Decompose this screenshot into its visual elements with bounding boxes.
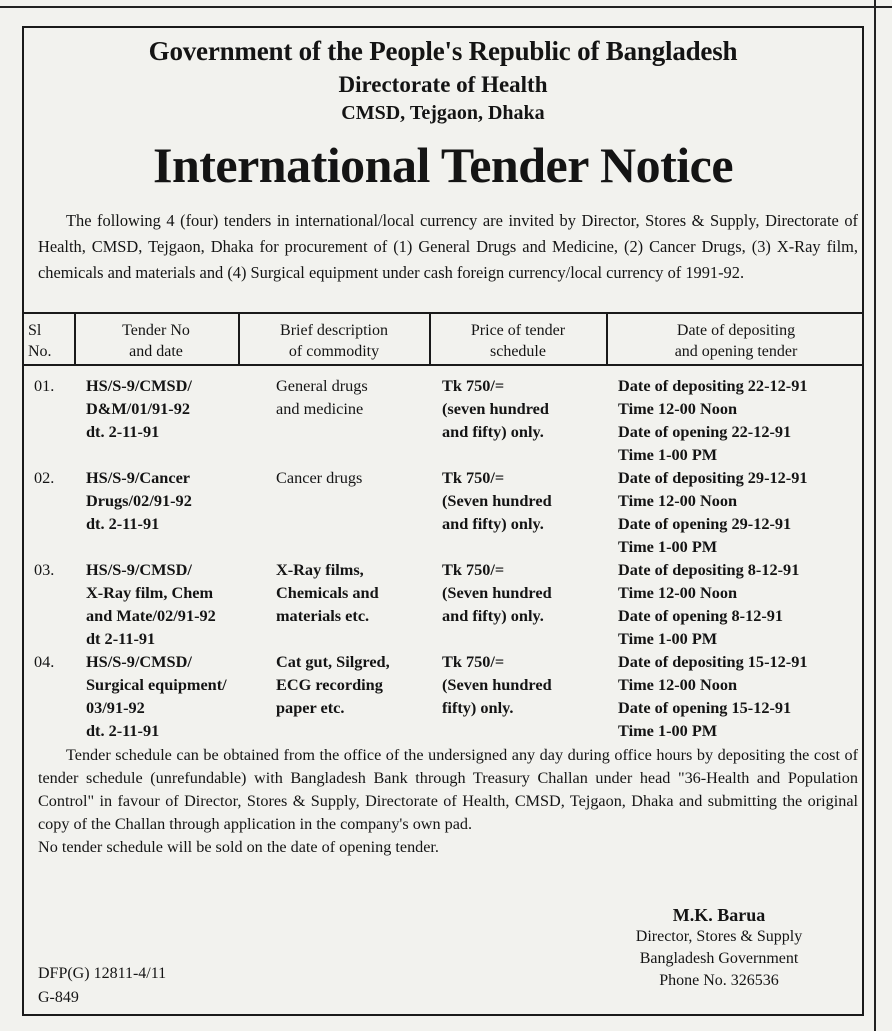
row-description <box>276 374 368 420</box>
tender-line: HS/S-9/Cancer <box>86 468 191 487</box>
date-line: Date of opening 22-12-91 <box>618 422 792 441</box>
description-line: materials etc. <box>276 606 370 625</box>
price-line: (seven hundred <box>442 399 549 418</box>
date-line: Time 12-00 Noon <box>618 491 738 510</box>
description-line: Cancer drugs <box>276 468 363 487</box>
date-line: Date of depositing 22-12-91 <box>618 376 808 395</box>
tender-line: X-Ray film, Chem <box>86 583 214 602</box>
tender-line: D&M/01/91-92 <box>86 399 190 418</box>
date-line: Date of depositing 15-12-91 <box>618 652 808 671</box>
tender-line: HS/S-9/CMSD/ <box>86 376 192 395</box>
signatory-organization: Bangladesh Government <box>639 950 799 967</box>
row-price <box>442 466 552 535</box>
row-sl-text: 03. <box>34 560 55 579</box>
intro-paragraph <box>38 208 858 286</box>
header-price-line: Price of tender <box>470 322 566 339</box>
price-line: (Seven hundred <box>442 491 552 510</box>
dfp-reference: DFP(G) 12811-4/11 <box>38 965 167 982</box>
signatory-designation: Director, Stores & Supply <box>635 928 803 945</box>
date-line: Time 12-00 Noon <box>618 583 738 602</box>
intro-text: The following 4 (four) tenders in international/local currency are invited by Director, Stores & Supply, Directorate of Health, CMSD, Tejgaon, Dhaka for procurement of (1) General Drugs and Medicine, (2) Cancer Drugs, (3) X-Ray film, chemicals and materials and (4) Surgical equipment under cash foreign currency/local currency of 1991-92. <box>38 211 858 282</box>
row-price <box>442 374 549 443</box>
header-tender <box>76 320 236 362</box>
price-line: Tk 750/= <box>442 652 505 671</box>
table-top-rule <box>24 312 862 314</box>
description-line: paper etc. <box>276 698 345 717</box>
description-line: and medicine <box>276 399 364 418</box>
row-price <box>442 650 552 719</box>
row-sl <box>34 466 54 489</box>
date-line: Date of opening 8-12-91 <box>618 606 784 625</box>
tender-line: dt. 2-11-91 <box>86 514 160 533</box>
government-heading: Government of the People's Republic of Bangladesh <box>148 36 738 66</box>
code-reference: G-849 <box>38 989 79 1006</box>
date-line: Time 1-00 PM <box>618 445 718 464</box>
header-dates <box>608 320 864 362</box>
row-sl <box>34 374 54 397</box>
tender-line: HS/S-9/CMSD/ <box>86 652 192 671</box>
header-dates-line: and opening tender <box>674 343 798 360</box>
price-line: Tk 750/= <box>442 468 505 487</box>
tender-line: dt. 2-11-91 <box>86 721 160 740</box>
date-line: Time 1-00 PM <box>618 721 718 740</box>
row-sl-text: 01. <box>34 376 55 395</box>
page-top-edge <box>0 6 892 8</box>
date-line: Time 1-00 PM <box>618 629 718 648</box>
row-tender <box>86 650 227 742</box>
row-dates <box>618 650 807 742</box>
tender-line: dt 2-11-91 <box>86 629 156 648</box>
header-sl-line: No. <box>28 343 52 360</box>
date-line: Time 12-00 Noon <box>618 399 738 418</box>
tender-line: Drugs/02/91-92 <box>86 491 192 510</box>
header-tender-line: Tender No <box>122 322 190 339</box>
price-line: (Seven hundred <box>442 583 552 602</box>
row-sl-text: 02. <box>34 468 55 487</box>
row-description <box>276 466 362 489</box>
tender-line: HS/S-9/CMSD/ <box>86 560 192 579</box>
signatory-name: M.K. Barua <box>672 905 766 925</box>
header-description-line: Brief description <box>280 322 388 339</box>
row-sl-text: 04. <box>34 652 55 671</box>
signature-block <box>594 904 844 992</box>
price-line: (Seven hundred <box>442 675 552 694</box>
date-line: Date of depositing 29-12-91 <box>618 468 808 487</box>
header-sl <box>28 320 72 362</box>
tender-notice <box>22 26 864 1016</box>
footer-note: No tender schedule will be sold on the date of opening tender. <box>38 838 439 856</box>
header-dates-line: Date of depositing <box>676 322 796 339</box>
page-right-edge <box>874 0 876 1031</box>
price-line: Tk 750/= <box>442 560 505 579</box>
row-description <box>276 558 379 627</box>
price-line: and fifty) only. <box>442 514 544 533</box>
description-line: X-Ray films, <box>276 560 364 579</box>
header-tender-line: and date <box>129 343 183 360</box>
notice-title: International Tender Notice <box>152 137 734 193</box>
footer-paragraph <box>38 744 858 836</box>
header-description-line: of commodity <box>288 343 380 360</box>
office-heading: CMSD, Tejgaon, Dhaka <box>341 102 545 124</box>
row-dates <box>618 374 807 466</box>
signatory-phone: Phone No. 326536 <box>659 972 779 989</box>
row-price <box>442 558 552 627</box>
header-sl-line: Sl <box>28 322 42 339</box>
price-line: fifty) only. <box>442 698 514 717</box>
row-tender <box>86 374 192 443</box>
row-sl <box>34 558 54 581</box>
table-header-rule <box>24 364 862 366</box>
description-line: ECG recording <box>276 675 383 694</box>
date-line: Date of opening 29-12-91 <box>618 514 792 533</box>
description-line: General drugs <box>276 376 368 395</box>
description-line: Chemicals and <box>276 583 379 602</box>
price-line: Tk 750/= <box>442 376 505 395</box>
tender-line: dt. 2-11-91 <box>86 422 160 441</box>
tender-line: Surgical equipment/ <box>86 675 227 694</box>
price-line: and fifty) only. <box>442 422 544 441</box>
reference-block <box>38 962 166 1010</box>
tender-line: 03/91-92 <box>86 698 145 717</box>
row-tender <box>86 466 192 535</box>
date-line: Date of depositing 8-12-91 <box>618 560 800 579</box>
row-description <box>276 650 390 719</box>
date-line: Time 1-00 PM <box>618 537 718 556</box>
footer-paragraph-text: Tender schedule can be obtained from the office of the undersigned any day during office hours by depositing the cost of tender schedule (unrefundable) with Bangladesh Bank through Treasury Challan under head "36-Health and Population Control" in favour of Director, Stores & Supply, Directorate of Health, CMSD, Tejgaon, Dhaka and submitting the original copy of the Challan through application in the company's own pad. <box>38 746 858 833</box>
directorate-heading: Directorate of Health <box>338 72 548 97</box>
date-line: Time 12-00 Noon <box>618 675 738 694</box>
header-price <box>431 320 605 362</box>
row-tender <box>86 558 216 650</box>
date-line: Date of opening 15-12-91 <box>618 698 792 717</box>
row-dates <box>618 466 807 558</box>
footer-text <box>38 744 858 859</box>
header-price-line: schedule <box>490 343 546 360</box>
row-dates <box>618 558 799 650</box>
price-line: and fifty) only. <box>442 606 544 625</box>
description-line: Cat gut, Silgred, <box>276 652 390 671</box>
row-sl <box>34 650 54 673</box>
header-description <box>240 320 428 362</box>
tender-line: and Mate/02/91-92 <box>86 606 216 625</box>
